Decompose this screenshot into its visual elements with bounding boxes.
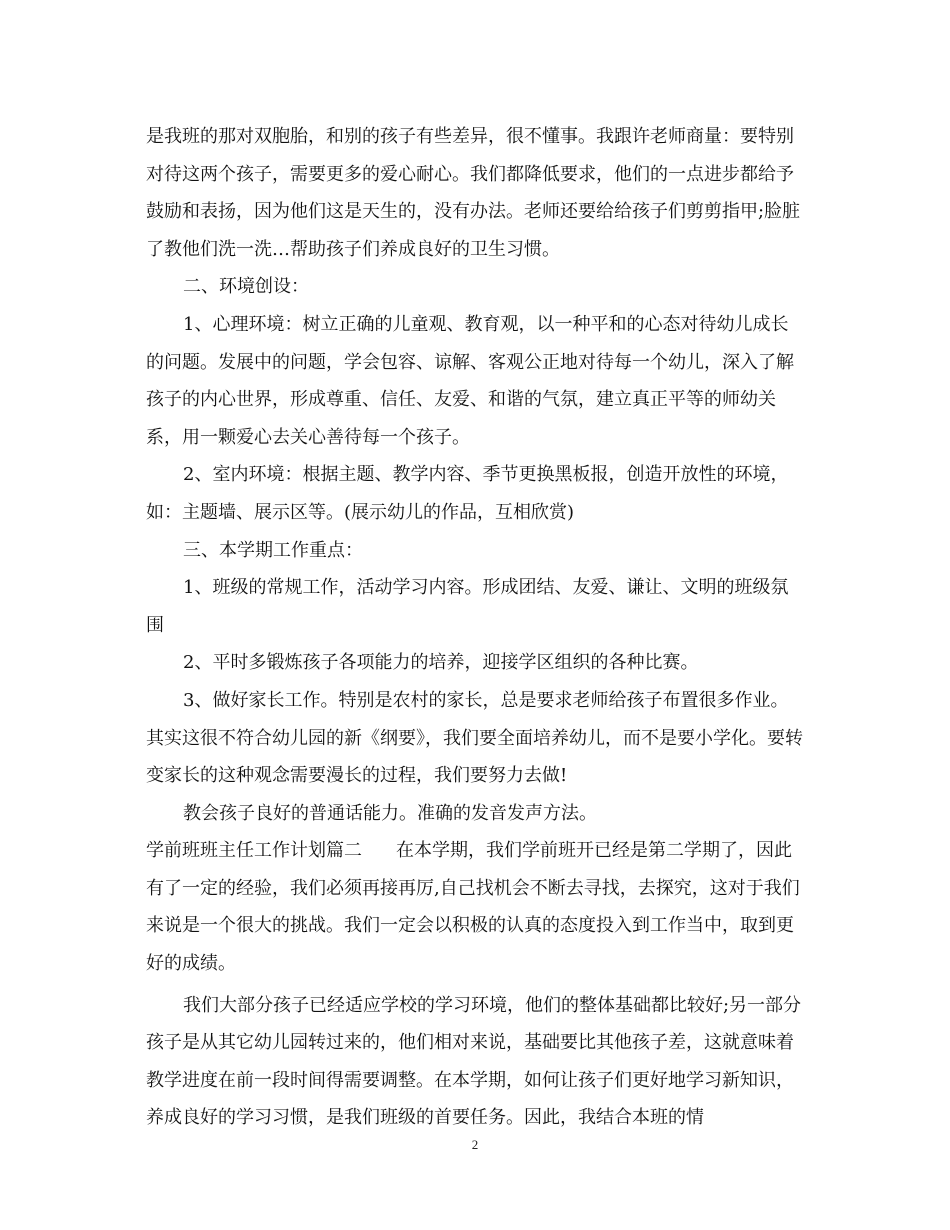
paragraph-section-two xyxy=(146,832,806,982)
paragraph-psychological-environment: 1、心理环境：树立正确的儿童观、教育观，以一种平和的心态对待幼儿成长的问题。发展中的问题，学会包容、谅解、客观公正地对待每一个幼儿，深入了解孩子的内心世界，形成尊重、信任、友爱、和谐的气氛，建立真正平等的师幼关系，用一颗爱心去关心善待每一个孩子。 xyxy=(146,313,794,448)
paragraph-focus-1: 1、班级的常规工作，活动学习内容。形成团结、友爱、谦让、文明的班级氛围 xyxy=(146,577,789,636)
paragraph-continued: 是我班的那对双胞胎，和别的孩子有些差异，很不懂事。我跟许老师商量：要特别对待这两个孩子，需要更多的爱心耐心。我们都降低要求，他们的一点进步都给予鼓励和表扬，因为他们这是天生的，没有办法。老师还要给给孩子们剪剪指甲;脸脏了教他们洗一洗…帮助孩子们养成良好的卫生习惯。 xyxy=(146,126,801,260)
section-heading-environment: 二、环境创设： xyxy=(183,276,309,298)
paragraph-mandarin: 教会孩子良好的普通话能力。准确的发音发声方法。 xyxy=(183,802,597,824)
paragraph-section-two-text: 在本学期，我们学前班开已经是第二学期了，因此有了一定的经验，我们必须再接再厉,自己找机会不断去寻找，去探究，这对于我们来说是一个很大的挑战。我们一定会以积极的认真的态度投入到工作当中，取到更好的成绩。 xyxy=(146,840,800,975)
paragraph-focus-2: 2、平时多锻炼孩子各项能力的培养，迎接学区组织的各种比赛。 xyxy=(183,652,699,674)
section-heading-title: 学前班班主任工作计划篇二 xyxy=(146,840,362,862)
page-number: 2 xyxy=(471,1137,479,1152)
paragraph-indoor-environment: 2、室内环境：根据主题、教学内容、季节更换黑板报，创造开放性的环境，如：主题墙、展示区等。(展示幼儿的作品，互相欣赏) xyxy=(146,464,789,523)
section-heading-focus: 三、本学期工作重点： xyxy=(183,539,363,561)
paragraph-section-two-continued: 我们大部分孩子已经适应学校的学习环境，他们的整体基础都比较好;另一部分孩子是从其它幼儿园转过来的，他们相对来说，基础要比其他孩子差，这就意味着教学进度在前一段时间得需要调整。在本学期，如何让孩子们更好地学习新知识，养成良好的学习习惯，是我们班级的首要任务。因此，我结合本班的情 xyxy=(146,994,802,1129)
paragraph-focus-3: 3、做好家长工作。特别是农村的家长，总是要求老师给孩子布置很多作业。其实这很不符合幼儿园的新《纲要》，我们要全面培养幼儿，而不是要小学化。要转变家长的这种观念需要漫长的过程，我们要努力去做! xyxy=(146,689,803,787)
document-body xyxy=(146,118,806,1137)
